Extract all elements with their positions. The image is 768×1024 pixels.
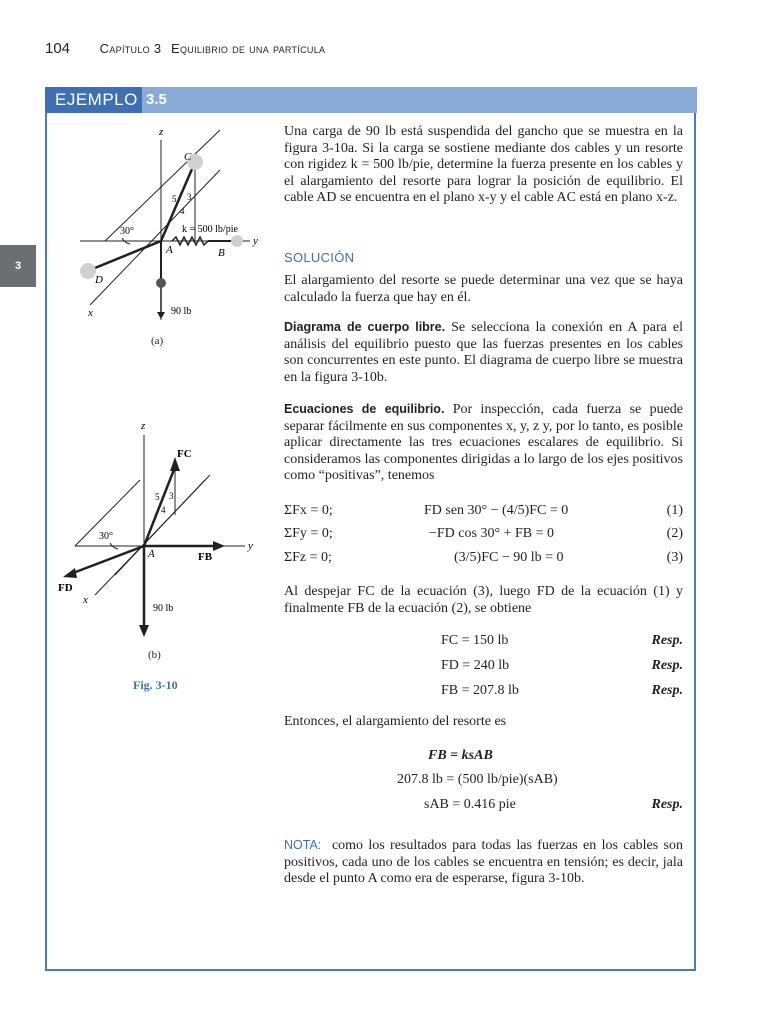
equation-row — [284, 503, 683, 523]
equation-number: (3) — [666, 550, 683, 565]
caption-b: (b) — [148, 649, 161, 661]
example-label: EJEMPLO — [45, 87, 142, 113]
spring-text: Entonces, el alargamiento del resorte es — [284, 714, 507, 729]
figure-b — [55, 415, 270, 645]
spring-eq: sAB = 0.416 pie — [424, 797, 516, 812]
label-fb-b: FB — [198, 551, 213, 563]
label-4-a: 4 — [180, 206, 185, 216]
label-y-b: y — [248, 540, 253, 552]
result-expr: FB = 207.8 lb — [441, 683, 519, 698]
chapter-title: Equilibrio de una partícula — [171, 41, 326, 56]
figure-label: Fig. 3-10 — [133, 678, 178, 692]
fbd-block — [284, 319, 683, 386]
label-5-b: 5 — [155, 492, 160, 502]
spring-eq: FB = ksAB — [428, 748, 493, 763]
result-expr: FD = 240 lb — [441, 658, 510, 673]
label-z-a: z — [159, 126, 164, 138]
fd-arrowhead — [63, 568, 77, 578]
example-banner — [45, 87, 697, 113]
equation-number: (1) — [666, 503, 683, 518]
label-y-a: y — [253, 235, 258, 247]
spring-eq: 207.8 lb = (500 lb/pie)(sAB) — [397, 772, 558, 787]
equation-rhs: FD sen 30° − (4/5)FC = 0 — [424, 503, 569, 518]
equation-number: (2) — [666, 526, 683, 541]
solution-intro-block — [284, 273, 683, 306]
label-load-b: 90 lb — [153, 603, 174, 614]
equation-lhs: ΣFx = 0; — [284, 503, 333, 518]
example-number: 3.5 — [146, 91, 167, 108]
fbd-heading: Diagrama de cuerpo libre. — [284, 320, 446, 334]
label-angle-a: 30° — [120, 226, 134, 237]
equation-rhs: (3/5)FC − 90 lb = 0 — [454, 550, 564, 565]
solution-intro: El alargamiento del resorte se puede determinar una vez que se haya calculado la fuerza que hay en él. — [284, 273, 683, 305]
chapter-label: Capítulo 3 — [99, 41, 162, 56]
label-z-b: z — [141, 420, 146, 432]
solve-block — [284, 584, 683, 617]
label-d-a: D — [95, 274, 103, 286]
equation-lhs: ΣFy = 0; — [284, 526, 333, 541]
label-b-a: B — [218, 247, 225, 259]
force-fd-line — [73, 546, 144, 573]
spring-block — [284, 714, 683, 731]
equation-row — [284, 526, 683, 546]
problem-text: Una carga de 90 lb está suspendida del gancho que se muestra en la figura 3-10a. Si la carga se sostiene mediante dos cables y un resorte con rigidez k = 500 lb/pie, determine la fuerza presente en los cables y el alargamiento del resorte para lograr la posición de equilibrio. El cable AD se encuentra en el plano x-y y el cable AC está en plano x-z. — [284, 124, 683, 206]
eq-block — [284, 401, 683, 485]
label-c-a: C — [184, 151, 192, 163]
label-load-a: 90 lb — [171, 306, 192, 317]
label-a-b: A — [148, 548, 155, 560]
label-x-b: x — [83, 594, 88, 606]
load-arrowhead — [139, 625, 149, 637]
caption-a: (a) — [151, 335, 164, 347]
problem-statement — [284, 124, 683, 207]
solve-text: Al despejar FC de la ecuación (3), luego FD de la ecuación (1) y finalmente FB de la ecuación (2), se obtiene — [284, 584, 683, 616]
page-header — [45, 40, 325, 57]
equation-lhs: ΣFz = 0; — [284, 550, 332, 565]
eq-text: Por inspección, cada fuerza se puede separar fácilmente en sus componentes x, y, z y, por lo tanto, es posible aplicar directamente las tres ecuaciones escalares de equilibrio. Si consideramos las componentes dirigidas a lo largo de los ejes positivos como “positivas”, tenemos — [284, 402, 684, 484]
result-tag: Resp. — [651, 658, 683, 673]
spring-resp-tag: Resp. — [651, 797, 683, 812]
label-fc-b: FC — [177, 448, 192, 460]
label-x-a: x — [88, 307, 93, 319]
fbd-text: Se selecciona la conexión en A para el análisis del equilibrio puesto que las fuerzas presentes en los cables son concurrentes en este punto. El diagrama de cuerpo libre se muestra en la figura 3-10b. — [284, 320, 684, 385]
fb-arrowhead — [213, 541, 225, 551]
equation-row — [284, 550, 683, 570]
force-fc-line — [144, 467, 175, 546]
nota-block — [284, 837, 683, 888]
label-a-a: A — [166, 244, 173, 256]
label-angle-b: 30° — [99, 531, 113, 542]
result-expr: FC = 150 lb — [441, 633, 509, 648]
nota-text: como los resultados para todas las fuerzas en los cables son positivos, cada uno de los cables se encuentra en tensión; es decir, jala desde el punto A como era de esperarse, figura 3-10b. — [284, 838, 683, 887]
label-3-a: 3 — [187, 192, 192, 202]
label-fd-b: FD — [58, 582, 73, 594]
spring — [172, 237, 208, 245]
solution-heading: SOLUCIÓN — [284, 250, 355, 265]
result-tag: Resp. — [651, 683, 683, 698]
label-3-b: 3 — [169, 491, 174, 501]
equation-rhs: −FD cos 30° + FB = 0 — [429, 526, 554, 541]
eq-heading: Ecuaciones de equilibrio. — [284, 402, 445, 416]
nota-label: NOTA: — [284, 838, 322, 852]
page-number: 104 — [45, 40, 71, 57]
result-tag: Resp. — [651, 633, 683, 648]
label-spring-a: k = 500 lb/pie — [182, 224, 238, 235]
label-5-a: 5 — [172, 194, 177, 204]
chapter-tab: 3 — [0, 245, 36, 287]
figure-a — [60, 120, 275, 330]
cable-ad — [90, 241, 161, 270]
label-4-b: 4 — [161, 505, 166, 515]
